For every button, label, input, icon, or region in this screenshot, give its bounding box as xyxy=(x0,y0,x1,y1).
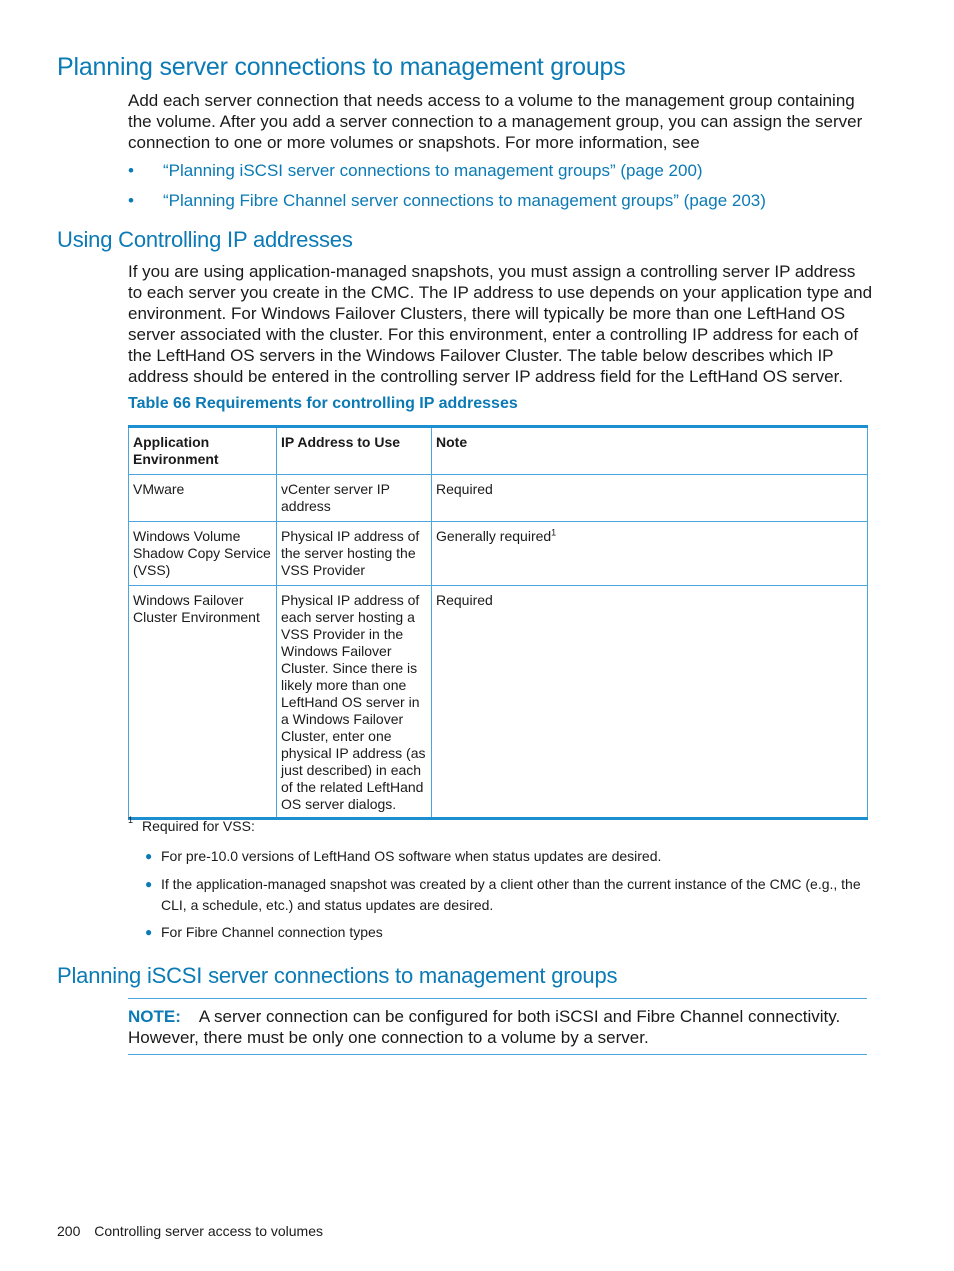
note-top-divider xyxy=(128,998,867,999)
table-row xyxy=(129,586,868,819)
column-header-note: Note xyxy=(432,427,868,475)
link-iscsi-planning[interactable]: “Planning iSCSI server connections to management groups” (page 200) xyxy=(163,161,703,180)
cell-note: Required xyxy=(432,586,868,819)
table-header-row xyxy=(129,427,868,475)
page-footer xyxy=(57,1223,323,1239)
note-bottom-divider xyxy=(128,1054,867,1055)
section-title-planning-iscsi: Planning iSCSI server connections to management groups xyxy=(57,963,618,988)
cell-ip: Physical IP address of each server hosting a VSS Provider in the Windows Failover Cluster. Since there is likely more than one LeftHand OS server in a Windows Failover Cluster, enter one physical IP address (as just described) in each of the related LeftHand OS server dialogs. xyxy=(277,586,432,819)
section2-paragraph: If you are using application-managed snapshots, you must assign a controlling server IP address to each server you create in the CMC. The IP address to use depends on your application type and environment. For Windows Failover Clusters, there will typically be more than one LeftHand OS server associated with the cluster. For this environment, enter a controlling IP address for each of the LeftHand OS servers in the Windows Failover Cluster. The table below describes which IP address should be entered in the controlling server IP address field for the LeftHand OS server. xyxy=(128,262,873,386)
footnote-text: Required for VSS: xyxy=(142,818,255,834)
bullet-icon: ● xyxy=(145,877,153,891)
cell-ip: vCenter server IP address xyxy=(277,475,432,522)
cell-ip: Physical IP address of the server hosting the VSS Provider xyxy=(277,522,432,586)
section1-paragraph: Add each server connection that needs access to a volume to the management group containing the volume. After you add a server connection to a management group, you can assign the server connection to one or more volumes or snapshots. For more information, see xyxy=(128,91,863,152)
cell-note: Required xyxy=(432,475,868,522)
footnote-number: 1 xyxy=(128,815,134,825)
footnote-list-item: ● For pre-10.0 versions of LeftHand OS software when status updates are desired. xyxy=(145,846,865,867)
link-fibre-channel-planning[interactable]: “Planning Fibre Channel server connections to management groups” (page 203) xyxy=(163,191,766,210)
cell-environment: Windows Failover Cluster Environment xyxy=(129,586,277,819)
footnote-list-item: ● If the application-managed snapshot was created by a client other than the current instance of the CMC (e.g., the CLI, a schedule, etc.) and status updates are desired. xyxy=(145,876,861,913)
footnote-list-item: ● For Fibre Channel connection types xyxy=(145,922,865,943)
note-box xyxy=(128,1006,868,1048)
bullet-icon: • xyxy=(128,191,134,210)
note-label: NOTE: xyxy=(128,1007,181,1026)
requirements-table xyxy=(128,425,868,820)
section-title-planning-server-connections: Planning server connections to management groups xyxy=(57,53,626,81)
note-text: Generally required xyxy=(436,528,552,544)
bullet-icon: ● xyxy=(145,925,153,939)
section-title-controlling-ip: Using Controlling IP addresses xyxy=(57,227,353,252)
cell-note xyxy=(432,522,868,586)
column-header-ip: IP Address to Use xyxy=(277,427,432,475)
bullet-icon: ● xyxy=(145,849,153,863)
cell-environment: Windows Volume Shadow Copy Service (VSS) xyxy=(129,522,277,586)
bullet-icon: • xyxy=(128,161,134,180)
table-row xyxy=(129,475,868,522)
table-row xyxy=(129,522,868,586)
footer-chapter: Controlling server access to volumes xyxy=(94,1223,324,1239)
cell-environment: VMware xyxy=(129,475,277,522)
footnote-ref: 1 xyxy=(551,527,557,538)
table-caption: Table 66 Requirements for controlling IP addresses xyxy=(128,395,518,412)
column-header-environment: Application Environment xyxy=(129,427,277,475)
note-text: A server connection can be configured for both iSCSI and Fibre Channel connectivity. However, there must be only one connection to a volume by a server. xyxy=(128,1007,841,1047)
page-number: 200 xyxy=(57,1223,81,1239)
